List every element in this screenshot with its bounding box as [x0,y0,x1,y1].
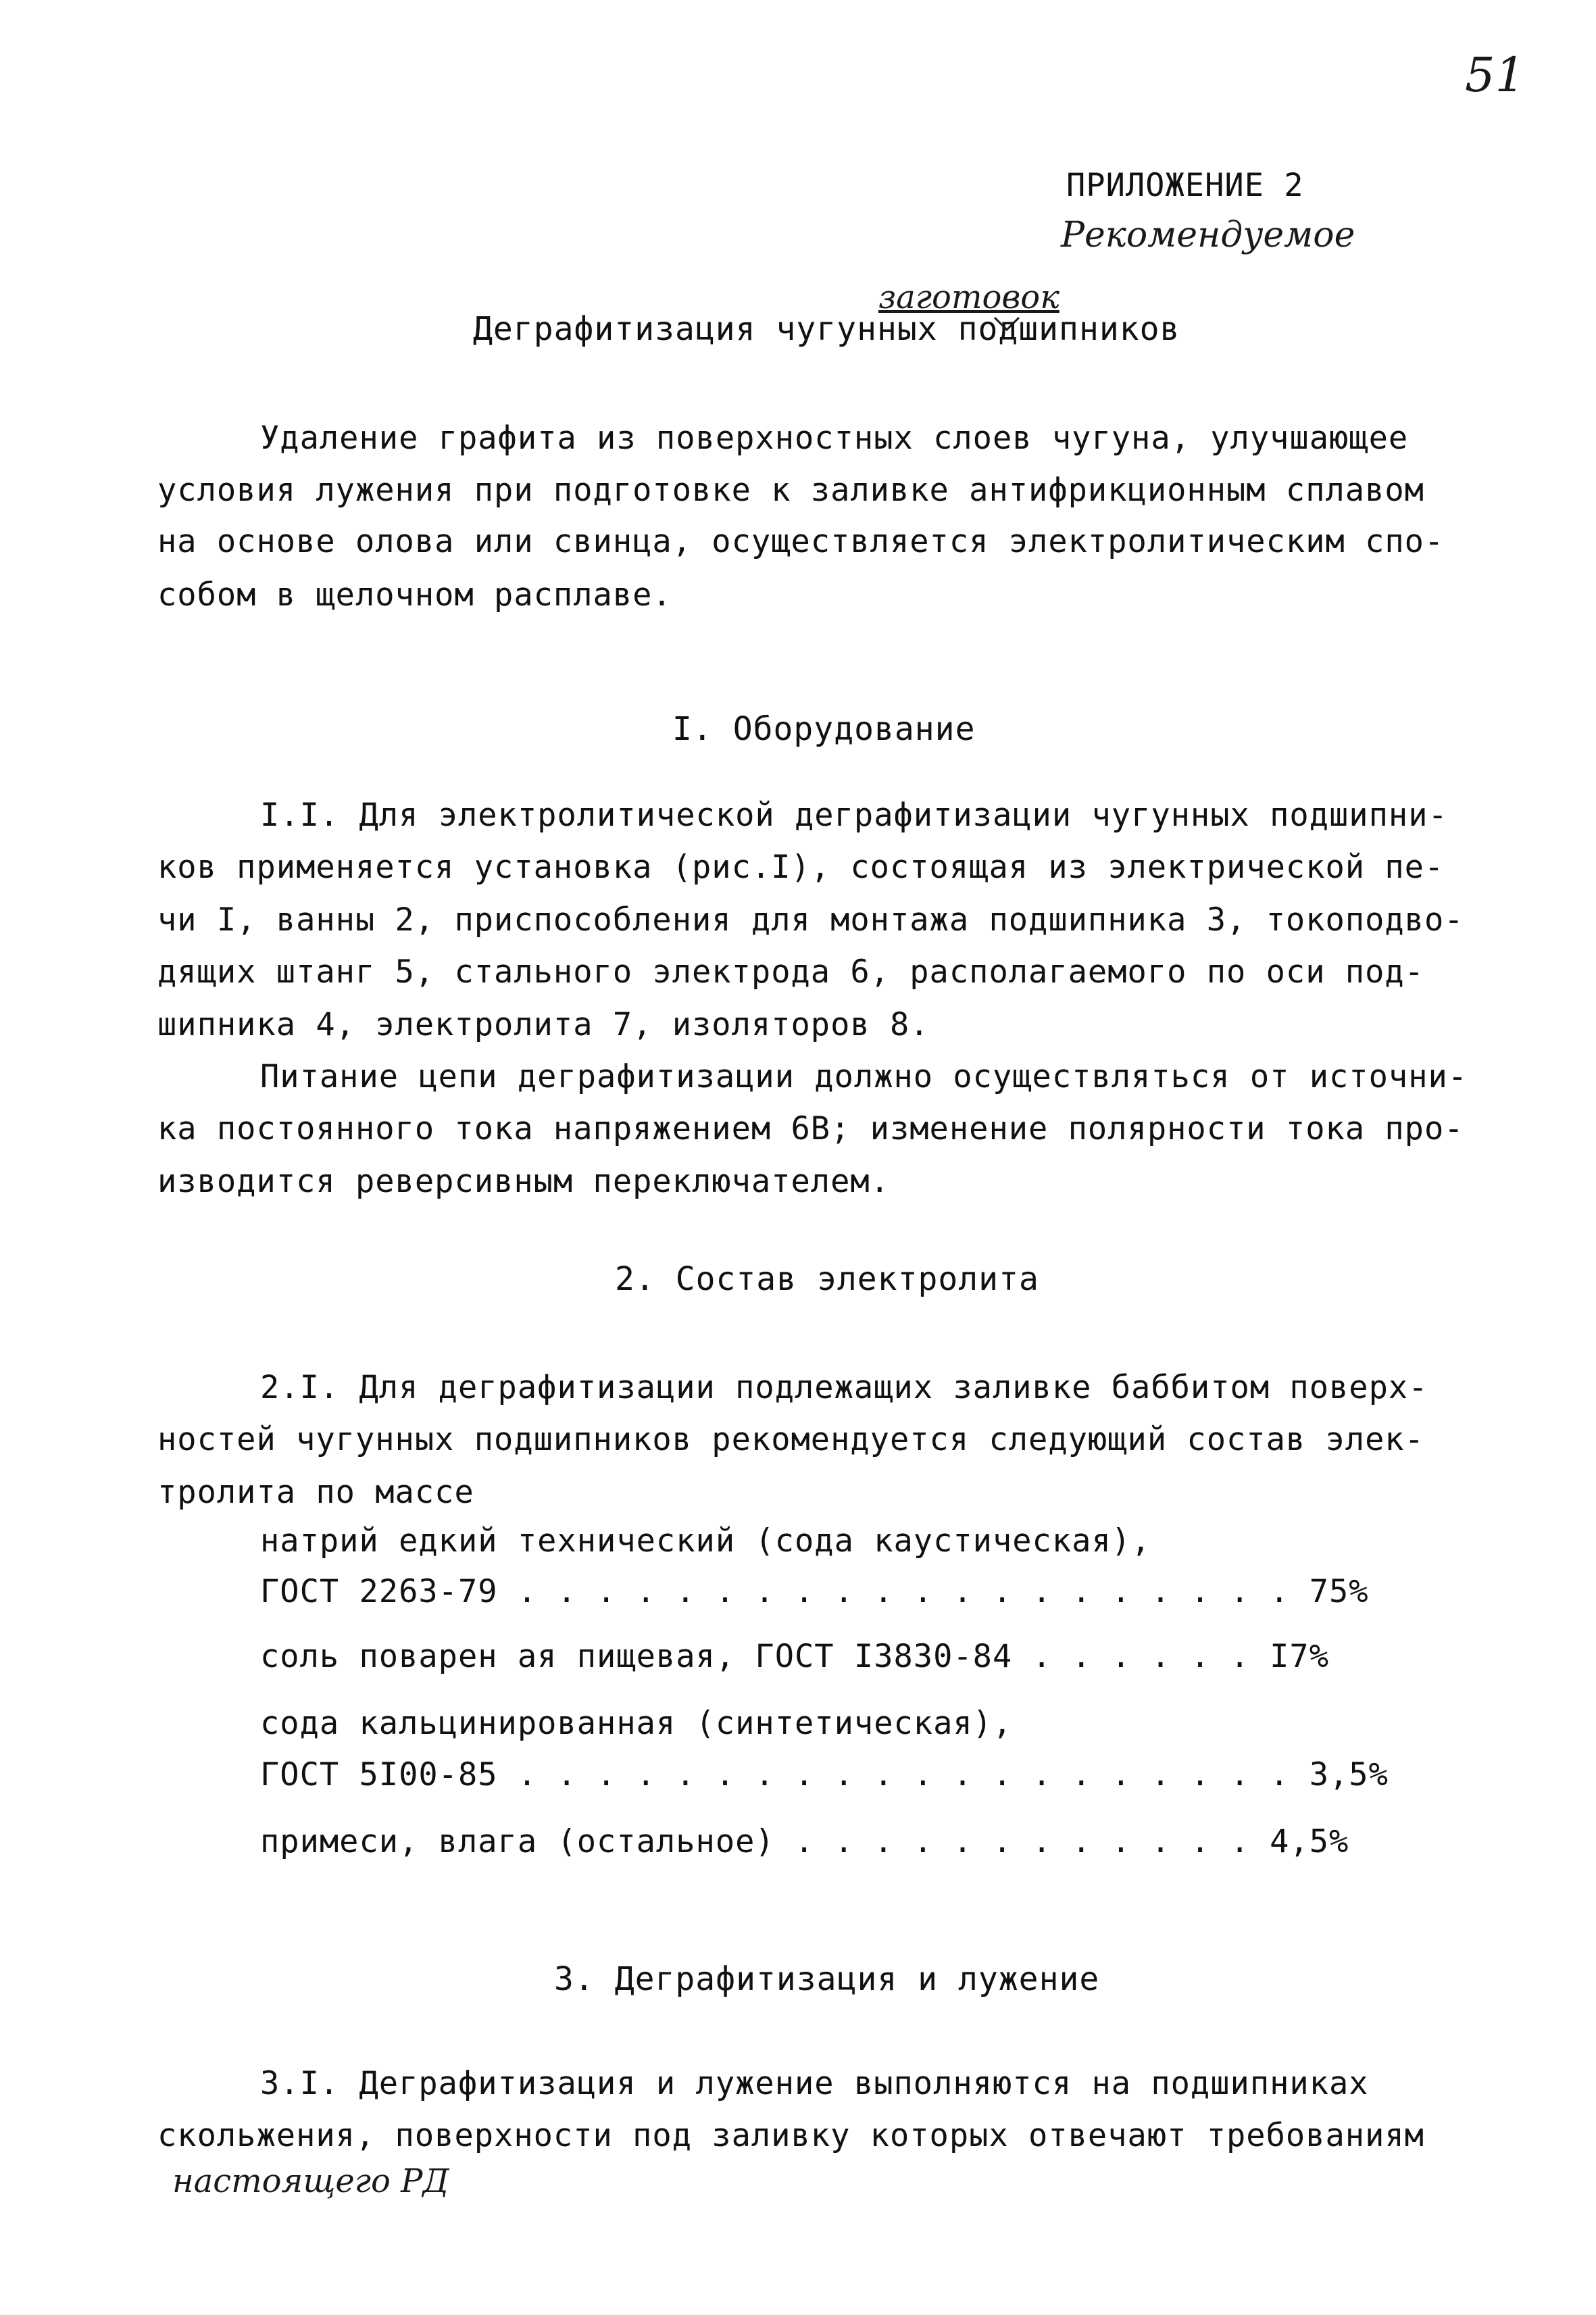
page-number: 51 [1465,47,1526,103]
section1-line: чи I, ванны 2, приспособления для монтажа подшипника 3, токоподво- [157,901,1464,939]
section3-line: скольжения, поверхности под заливку которых отвечают требованиям [157,2117,1424,2154]
composition-item: примеси, влага (остальное) . . . . . . . . . . . . 4,5% [260,1823,1349,1860]
intro-line: собом в щелочном расплаве. [157,576,672,614]
composition-item: ГОСТ 2263-79 . . . . . . . . . . . . . . . . . . . . 75% [260,1573,1369,1610]
section-heading-2: 2. Состав электролита [615,1260,1039,1298]
intro-line: условия лужения при подготовке к заливке антифрикционным сплавом [157,472,1424,509]
title-insert-handwritten: заготовок [878,278,1059,316]
intro-line: Удаление графита из поверхностных слоев чугуна, улучшающее [260,420,1409,457]
section1-line: I.I. Для электролитической деграфитизации чугунных подшипни- [260,797,1448,834]
composition-item: натрий едкий технический (сода каустическая), [260,1522,1151,1560]
handwritten-tail: настоящего РД [172,2162,449,2200]
appendix-status-handwritten: Рекомендуемое [1061,215,1355,255]
appendix-label: ПРИЛОЖЕНИЕ 2 [1066,167,1304,204]
section-heading-3: 3. Деграфитизация и лужение [554,1960,1100,1998]
section1-line: шипника 4, электролита 7, изоляторов 8. [157,1006,930,1043]
section2-line: 2.I. Для деграфитизации подлежащих заливке баббитом поверх- [260,1369,1428,1406]
section1-line: дящих штанг 5, стального электрода 6, располагаемого по оси под- [157,953,1424,991]
document-title: Деграфитизация чугунных подшипников [473,310,1180,348]
composition-item: сода кальцинированная (синтетическая), [260,1705,1013,1742]
section3-line: 3.I. Деграфитизация и лужение выполняются на подшипниках [260,2065,1369,2102]
section2-line: тролита по массе [157,1474,474,1511]
section1-line: изводится реверсивным переключателем. [157,1163,890,1200]
composition-item: ГОСТ 5I00-85 . . . . . . . . . . . . . . . . . . . . 3,5% [260,1756,1389,1793]
section1-line: ка постоянного тока напряжением 6В; изменение полярности тока про- [157,1110,1464,1147]
section1-line: Питание цепи деграфитизации должно осуществляться от источни- [260,1058,1468,1095]
section1-line: ков применяется установка (рис.I), состоящая из электрической пе- [157,849,1445,886]
section2-line: ностей чугунных подшипников рекомендуется следующий состав элек- [157,1421,1424,1458]
intro-line: на основе олова или свинца, осуществляется электролитическим спо- [157,523,1445,560]
section-heading-1: I. Оборудование [672,710,976,748]
composition-item: соль поварен ая пищевая, ГОСТ I3830-84 . . . . . . I7% [260,1638,1330,1675]
